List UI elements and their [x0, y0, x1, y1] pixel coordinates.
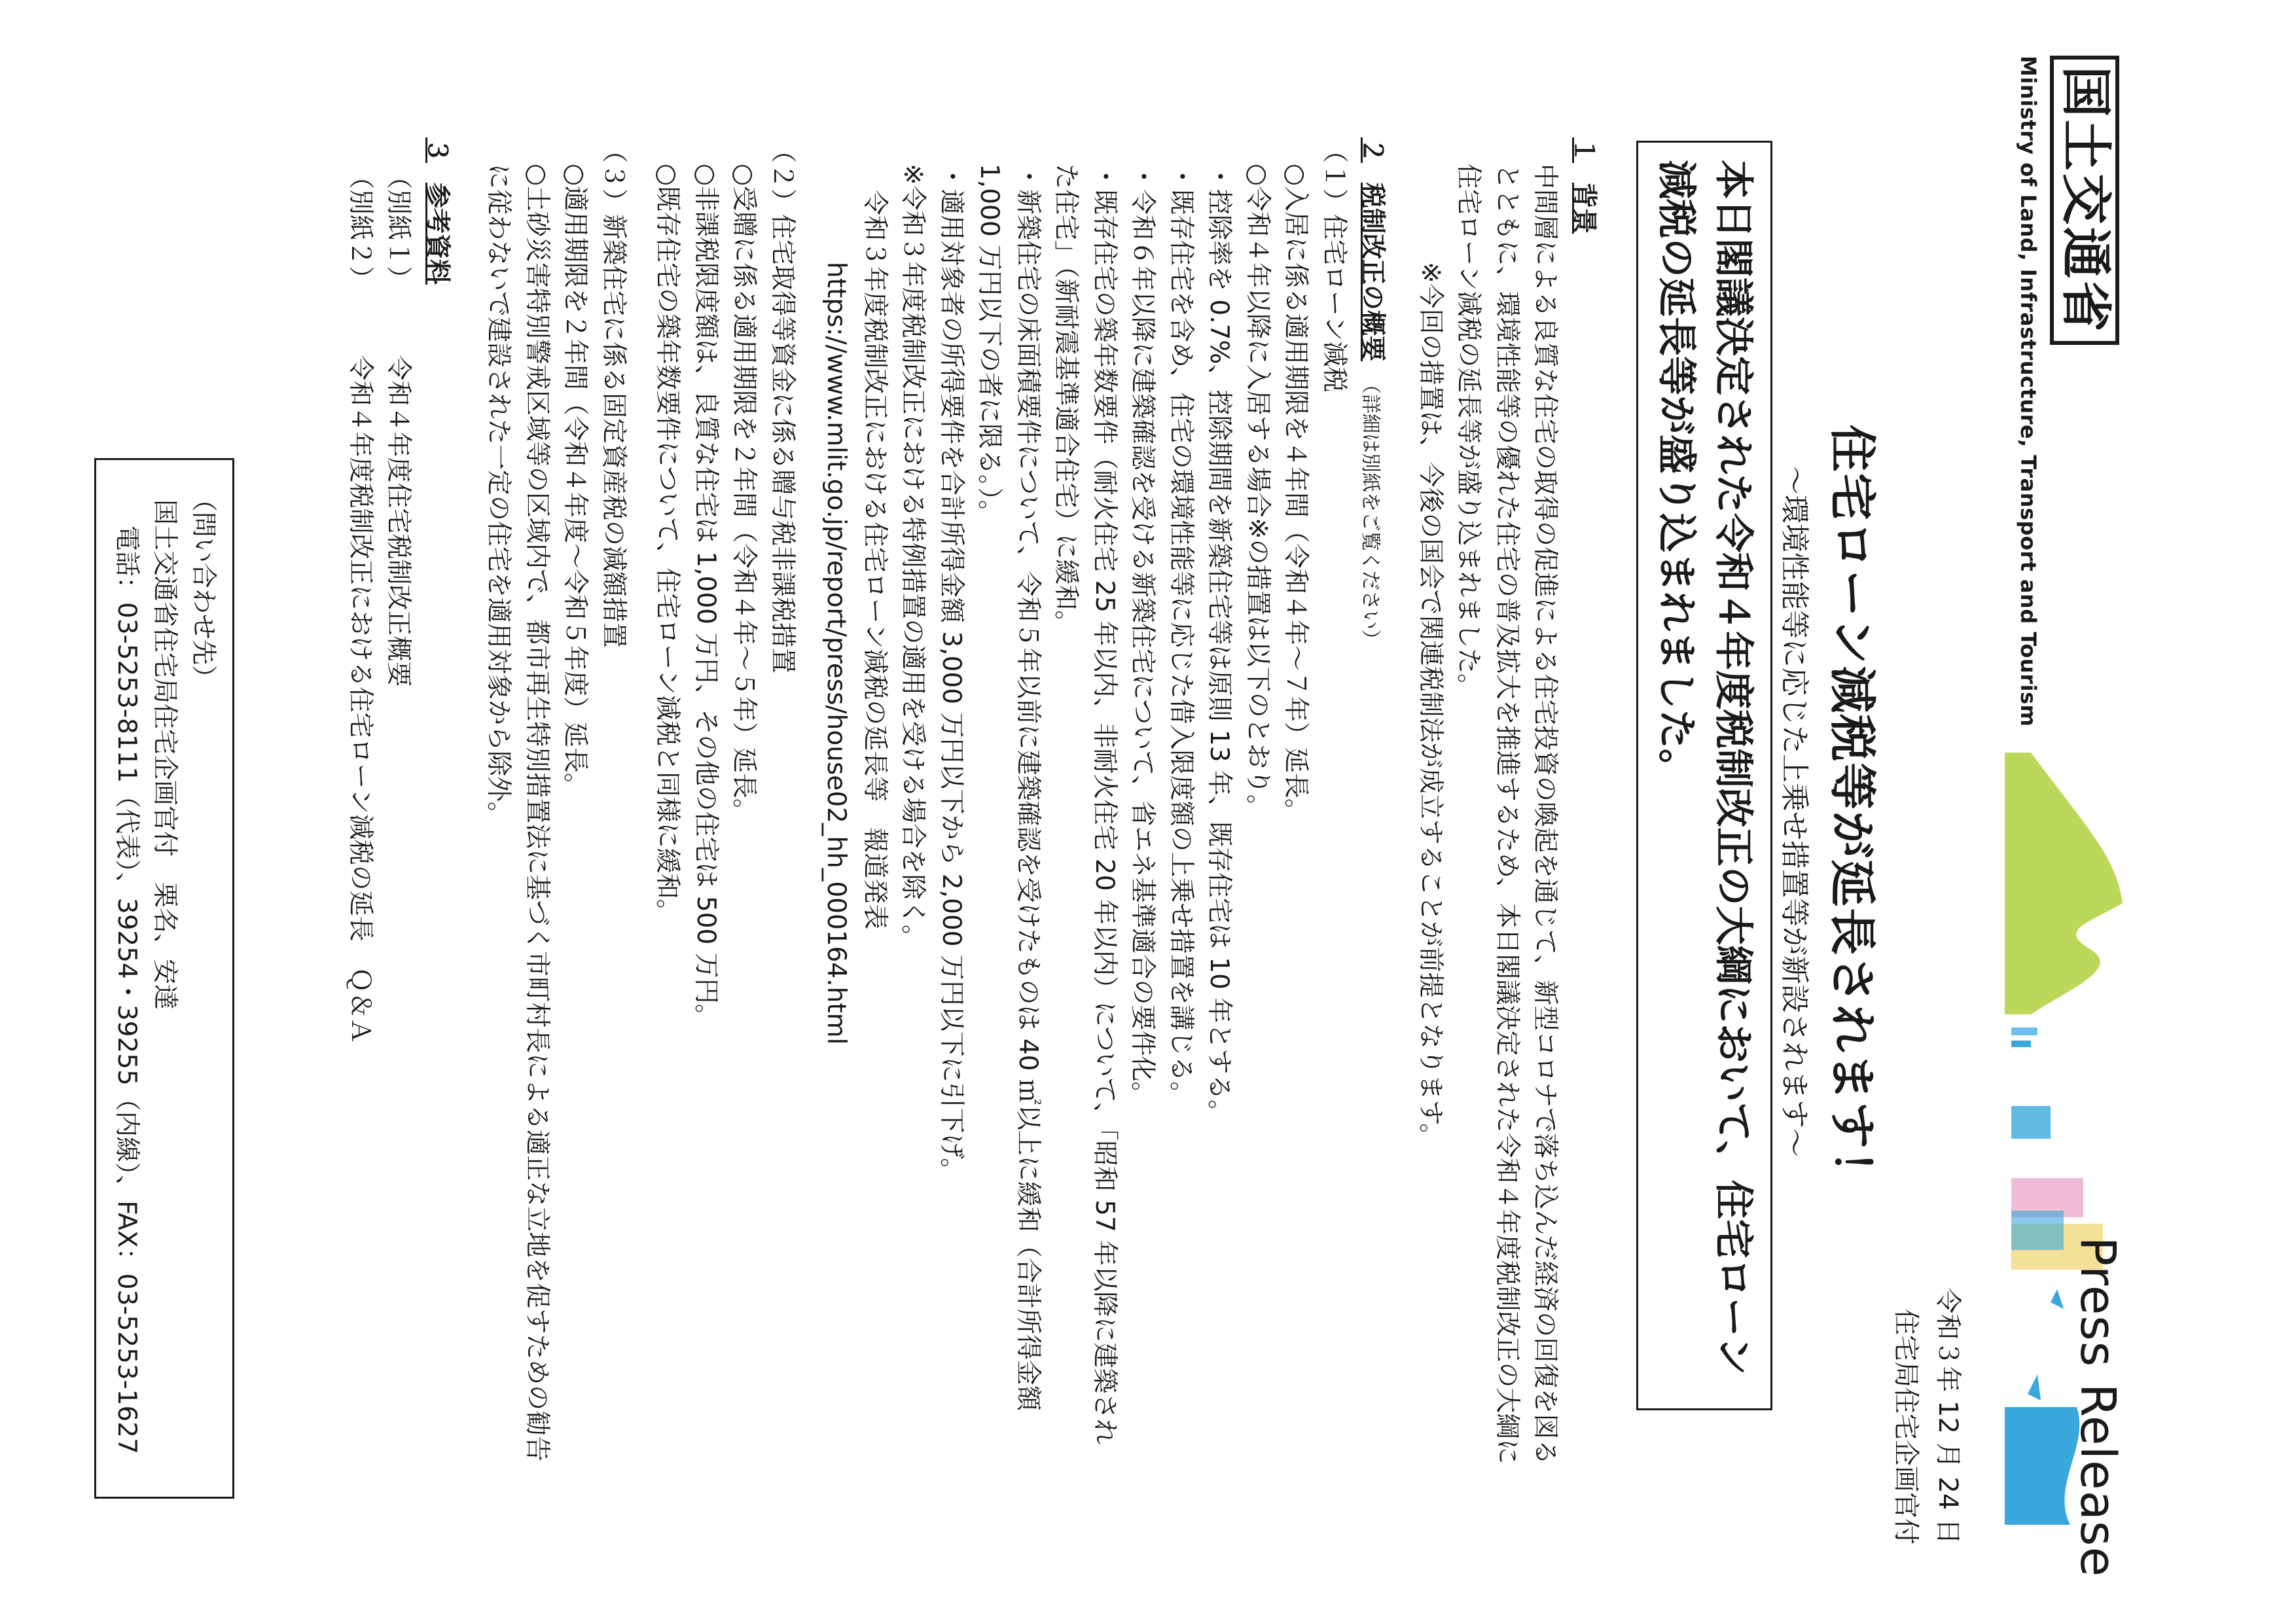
paragraph: 中間層による良質な住宅の取得の促進による住宅投資の喚起を通じて、新型コロナで落ち込んだ経済の回復を図るとともに、環境性能等の優れた住宅の普及拡大を推進するため、本日閣議決定された令和４年度税制改正の大綱に住宅ローン減税の延長等が盛り込まれました。 — [1454, 164, 1560, 1465]
release-date-block — [1885, 1287, 1969, 1544]
section-note: （詳細は別紙をご覧ください） — [1359, 374, 1382, 650]
banner-boat — [2028, 1374, 2041, 1400]
list-item: ○土砂災害特別警戒区域等の区域内で、都市再生特別措置法に基づく市町村長による適正な立地を促すための勧告に従わないで建設された一定の住宅を適用対象から除外。 — [484, 164, 552, 1462]
section-heading — [1353, 137, 1391, 1466]
section-number: １ — [1569, 137, 1598, 164]
list-item: ○入居に係る適用期限を４年間（令和４年～７年）延長。 — [1281, 164, 1311, 825]
list-item: ○既存住宅の築年数要件について、住宅ローン減税と同様に緩和。 — [653, 164, 683, 925]
section-label: 税制改正の概要 — [1357, 183, 1388, 362]
subsection-heading: （１）住宅ローン減税 — [1319, 137, 1349, 393]
section-label: 参考資料 — [422, 183, 452, 285]
banner-building — [2011, 1106, 2051, 1139]
section-heading — [1564, 137, 1603, 1466]
contact-phone: 電話：03-5253-8111（代表）、39254・39255（内線）、FAX：03-5253-1627 — [112, 526, 141, 1454]
lead-summary-box: 本日閣議決定された令和４年度税制改正の大綱において、住宅ローン減税の延長等が盛り込まれました。 — [1636, 141, 1772, 1410]
section-heading — [418, 137, 456, 1466]
bullet-item: ・既存住宅を含め、住宅の環境性能等に応じた借入限度額の上乗せ措置を講じる。 — [1166, 164, 1196, 1107]
contact-heading: （問い合わせ先） — [188, 486, 218, 691]
page-title: 住宅ローン減税等が延長されます！ — [1825, 424, 1880, 1199]
bullet-item: ・控除率を 0.7%、控除期間を新築住宅等は原則 13 年、既存住宅は 10 年とする。 — [1204, 164, 1234, 1126]
release-issuer: 住宅局住宅企画官付 — [1891, 1309, 1921, 1544]
bullet-item: ・適用対象者の所得要件を合計所得金額 3,000 万円以下から 2,000 万円以下に引下げ。 — [937, 164, 966, 1184]
note-item: ※令和３年度税制改正における特例措置の適用を受ける場合を除く。 — [898, 164, 928, 950]
list-item: ○受贈に係る適用期限を２年間（令和４年～５年）延長。 — [729, 164, 759, 825]
banner-building — [2011, 1211, 2064, 1250]
banner-building — [2011, 1041, 2031, 1047]
contact-box — [95, 458, 235, 1499]
ministry-logo — [2016, 56, 2119, 726]
reference-url[interactable]: https://www.mlit.go.jp/report/press/house02_hh_000164.html — [821, 262, 852, 1045]
press-release-label: Press Release — [2070, 1236, 2126, 1577]
bullet-item: ・新築住宅の床面積要件について、令和５年以前に建築確認を受けたものは 40 ㎡以上に緩和（合計所得金額 1,000 万円以下の者に限る。）。 — [975, 164, 1043, 1411]
release-body — [341, 137, 1623, 1466]
list-item: ○適用期限を２年間（令和４年度～令和５年度）延長。 — [560, 164, 590, 799]
reference-title: 令和３年度税制改正における住宅ローン減税の延長等 報道発表 — [860, 190, 889, 930]
list-item: ○令和４年以降に入居する場合※の措置は以下のとおり。 — [1243, 164, 1272, 820]
ministry-name-en: Ministry of Land, Infrastructure, Transport and Tourism — [2016, 56, 2041, 727]
bullet-item: ・既存住宅の築年数要件（耐火住宅 25 年以内、非耐火住宅 20 年以内）について、「昭和 57 年以降に建築された住宅」（新耐震基準適合住宅）に緩和。 — [1051, 164, 1119, 1445]
section-number: ３ — [422, 137, 452, 164]
subsection-heading: （３）新築住宅に係る固定資産税の減額措置 — [599, 137, 628, 649]
section-label: 背景 — [1569, 183, 1598, 234]
reference-item: （別紙２） 令和４年度税制改正における住宅ローン減税の延長 Ｑ＆Ａ — [346, 164, 375, 1044]
contact-office: 国土交通省住宅局住宅企画官付 栗名、安達 — [150, 499, 180, 1010]
list-item: ○非課税限度額は、良質な住宅は 1,000 万円、その他の住宅は 500 万円。 — [691, 164, 721, 1029]
paragraph-note: ※今回の措置は、今後の国会で関連税制法が成立することが前提となります。 — [1416, 262, 1445, 1149]
bullet-item: ・令和６年以降に建築確認を受ける新築住宅について、省エネ基準適合の要件化。 — [1128, 164, 1158, 1107]
page-subtitle: ～環境性能等に応じた上乗せ措置等が新設されます～ — [1778, 466, 1811, 1157]
section-number: ２ — [1357, 137, 1388, 164]
release-date: 令和３年 12 月 24 日 — [1933, 1287, 1963, 1544]
banner-sea — [2005, 1407, 2079, 1525]
ministry-name-jp: 国土交通省 — [2050, 56, 2119, 345]
reference-item: （別紙１） 令和４年度住宅税制改正概要 — [384, 164, 414, 687]
banner-bird — [2051, 1289, 2064, 1309]
banner-hills — [2005, 753, 2123, 1014]
subsection-heading: （２）住宅取得等資金に係る贈与税非課税措置 — [768, 137, 797, 674]
banner-building — [2011, 1027, 2037, 1035]
